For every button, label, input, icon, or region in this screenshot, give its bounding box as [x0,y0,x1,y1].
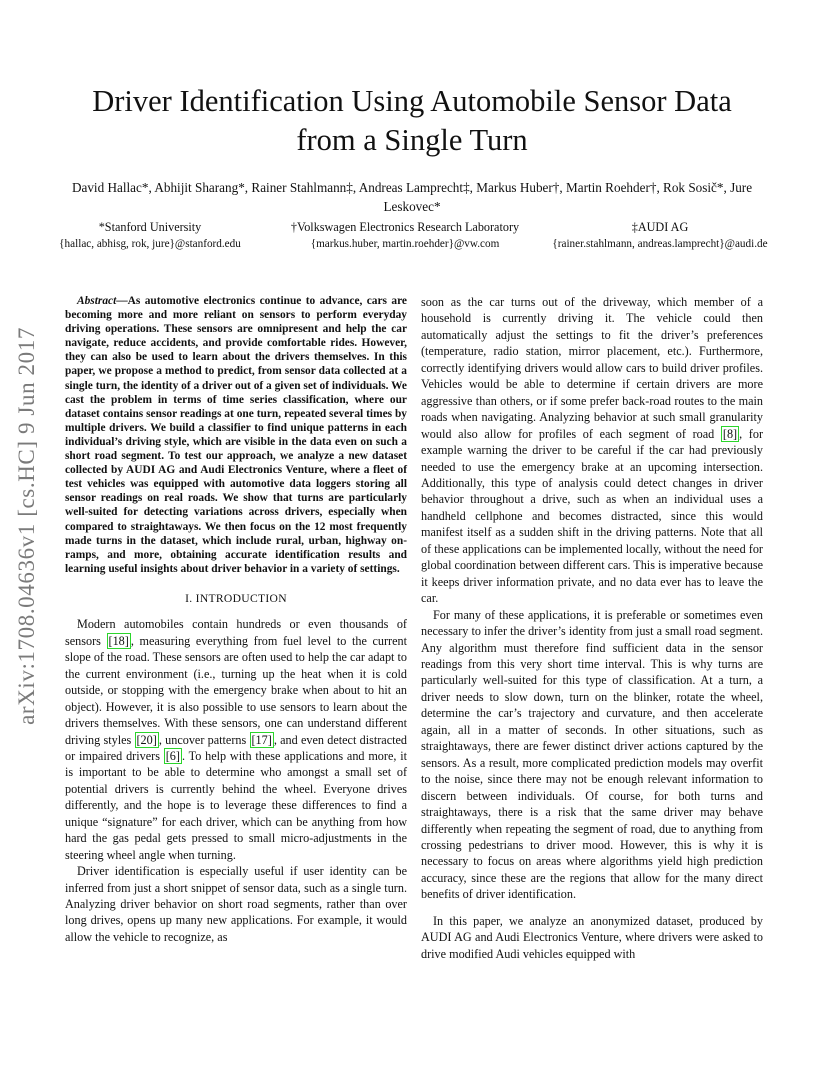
author-list: David Hallac*, Abhijit Sharang*, Rainer Stahlmann‡, Andreas Lamprecht‡, Markus Huber†, Martin Roehder†, Rok Sosič*, Jure Leskovec* [71,180,753,214]
citation-link[interactable]: [6] [165,748,180,763]
left-column [65,294,407,945]
citation-link[interactable]: [17] [251,732,272,747]
affiliation-volkswagen [260,219,550,253]
citation-link[interactable]: [18] [108,633,129,648]
intro-paragraph-1: Modern automobiles contain hundreds or even thousands of sensors [18] , measuring everything from fuel level to the current slope of the road. These sensors are often used to help the car adapt to the current environment (i.e., turning up the heat when it is cold outside, or stopping with the emergency brake when about to hit an object). However, it is also possible to use sensors to learn about the drivers themselves. With these sensors, one can understand different driving styles [20] , uncover patterns [17] , and even detect distracted or impaired drivers [6] . To help with these applications and more, it is important to be able to determine who amongst a small set of potential drivers is currently behind the wheel. Everyone drives differently, and the hope is to leverage these differences to find a unique “signature” for each driver, which can be anything from how hard the gas pedal gets pressed to small micro-adjustments in the steering wheel angle when turning. [65,617,407,862]
intro-paragraph-continued: soon as the car turns out of the driveway, which member of a household is currently driving it. The vehicle could then automatically adjust the settings to fit the driver’s preferences (temperature, radio station, mirror placement, etc.). Furthermore, correctly identifying drivers would allow cars to build driver profiles. Vehicles would be able to determine if certain drivers are more aggressive than others, or if some prefer back-road routes to the main roads when navigating. Analyzing behavior at such small granularity would also allow for profiles of each segment of road [8] , for example warning the driver to be careful if the car had previously needed to use the emergency brake at an upcoming intersection. Additionally, this type of analysis could detect changes in driver behavior throughout a drive, such as when an individual uses a handheld cellphone and becomes distracted, since this would manifest itself as a sudden shift in the driving patterns. Note that all of these applications can be implemented locally, without the need for global coordination between different cars. This is imperative because it keeps driver information private, and no data ever has to leave the car. [421,295,764,606]
intro-paragraph-4: In this paper, we analyze an anonymized dataset, produced by AUDI AG and Audi Electronics Venture, where drivers were asked to drive modified Audi vehicles equipped with [421,913,763,961]
affiliation-name: †Volkswagen Electronics Research Laboratory [290,220,520,234]
affiliation-audi [525,219,795,253]
affiliation-name: ‡AUDI AG [631,220,689,234]
abstract-text: —As automotive electronics continue to advance, cars are becoming more and more reliant on sensors to perform everyday driving operations. These sensors are omnipresent and help the car navigate, reduce accidents, and provide comfortable rides. However, they can also be used to learn about the drivers themselves. In this paper, we propose a method to predict, from sensor data collected at a single turn, the identity of a driver out of a given set of individuals. We cast the problem in terms of time series classification, where our dataset contains sensor readings at one turn, repeated several times by multiple drivers. We build a classifier to find unique patterns in each individual’s driving style, which are visible in the data even on such a short road segment. To test our approach, we analyze a new dataset collected by AUDI AG and Audi Electronics Venture, where a fleet of test vehicles was equipped with automotive data loggers storing all sensor readings on real roads. We show that turns are particularly well-suited for detecting variations across drivers, especially when compared to straightaways. We then focus on the 12 most frequently made turns in the dataset, which include rural, urban, highway on-ramps, and more, obtaining accurate identification results and learning useful insights about driver behavior in a variety of settings. [65,295,407,575]
arxiv-identifier: arXiv:1708.04636v1 [cs.HC] 9 Jun 2017 [14,327,39,725]
citation-link[interactable]: [8] [722,426,738,441]
section-heading-introduction: I. INTRODUCTION [185,591,287,605]
right-column [421,294,763,962]
abstract [65,294,407,576]
arxiv-watermark [4,296,50,756]
paper-title: Driver Identification Using Automobile Sensor Data from a Single Turn [92,84,732,157]
affiliation-email: {rainer.stahlmann, andreas.lamprecht}@audi.de [552,238,768,250]
abstract-label: Abstract [77,295,117,307]
affiliation-email: {markus.huber, martin.roehder}@vw.com [310,238,500,250]
affiliation-email: {hallac, abhisg, rok, jure}@stanford.edu [59,238,241,250]
citation-link[interactable]: [20] [136,732,157,747]
affiliation-name: *Stanford University [98,220,202,234]
intro-paragraph-3: For many of these applications, it is preferable or sometimes even necessary to infer the driver’s identity from just a small road segment. Any algorithm must therefore find sufficient data in the sensor readings from this very short time interval. This is why turns are particularly well-suited for this type of classification. At a turn, a driver needs to slow down, turn on the blinker, rotate the wheel, determine the car’s trajectory and curvature, and then accelerate again, all in a matter of seconds. In other situations, such as straightaways, there are fewer distinct driver actions captured by the sensors. As a result, more complicated prediction models may overfit to the noise, since there may not be enough relevant information to discern between individuals. Of course, for both turns and straightaways, there is a risk that the same driver may behave differently when repeating the segment of road, due to anything from crossing pedestrians to driver mood. However, this is why it is necessary to focus on areas where algorithms yield high prediction accuracy, since these are the regions that allow for the many direct benefits of driver identification. [421,607,763,902]
affiliation-stanford [40,219,260,253]
intro-paragraph-2: Driver identification is especially useful if user identity can be inferred from just a short snippet of sensor data, such as a single turn. Analyzing driver behavior on short road segments, rather than over long drives, opens up many new applications. For example, it would allow the vehicle to recognize, as [65,864,407,944]
